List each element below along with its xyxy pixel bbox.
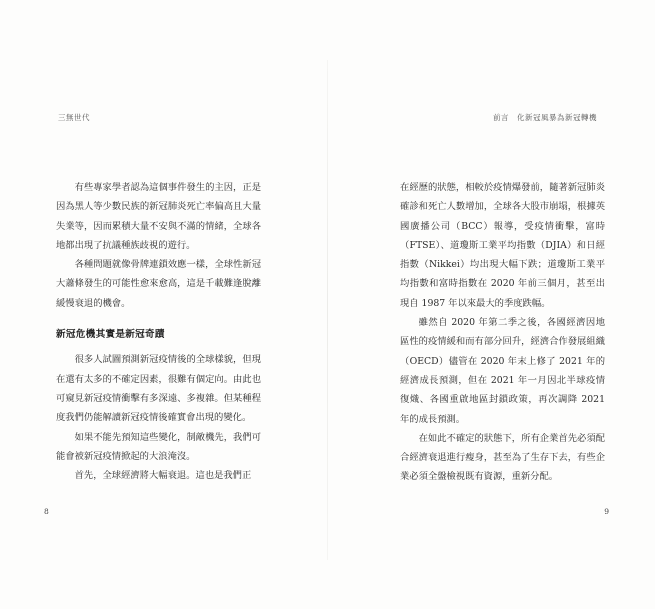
left-body-text	[56, 178, 261, 485]
section-heading: 新冠危機其實是新冠奇蹟	[56, 329, 165, 341]
right-body-text	[400, 178, 605, 487]
paragraph: 如果不能先預知這些變化，制敵機先，我們可能會被新冠疫情掀起的大浪淹沒。	[56, 431, 261, 462]
paragraph: 很多人試圖預測新冠疫情後的全球樣貌，但現在還有太多的不確定因素，很難有個定向。由此也可窺見新冠疫情衝擊有多深遠、多複雜。但某種程度我們仍能解讀新冠疫情後確實會出現的變化。	[56, 354, 261, 424]
left-running-head: 三無世代	[58, 113, 90, 122]
left-page-number: 8	[44, 507, 49, 516]
paragraph: 在經歷的狀態，相較於疫情爆發前，隨著新冠肺炎確診和死亡人數增加，全球各大股市崩塌，根據英國廣播公司（BCC）報導，受疫情衝擊，富時（FTSE）、道瓊斯工業平均指數（DJIA）和日經指數（Nikkei）均出現大幅下跌；道瓊斯工業平均指數和富時指數在 2020 年前三個月，甚至出現自 1987 年以來最大的季度跌幅。	[400, 182, 605, 309]
left-page	[0, 0, 327, 609]
paragraph: 在如此不確定的狀態下，所有企業首先必須配合經濟衰退進行瘦身，甚至為了生存下去，有些企業必須全盤檢視既有資源，重新分配。	[400, 432, 605, 483]
right-page	[328, 0, 655, 609]
paragraph: 雖然自 2020 年第二季之後，各國經濟因地區性的疫情緩和而有部分回升，經濟合作發展組織（OECD）儘管在 2020 年末上修了 2021 年的經濟成長預測，但在 2021 年一月因北半球疫情復熾、各國重啟地區封鎖政策，再次調降 2021 年的成長預測。	[400, 317, 605, 425]
right-running-head: 前言 化新冠風暴為新冠轉機	[493, 113, 597, 122]
paragraph: 有些專家學者認為這個事件發生的主因，正是因為黑人等少數民族的新冠肺炎死亡率偏高且大量失業等，因而累積大量不安與不滿的情緒，全球各地都出現了抗議種族歧視的遊行。	[56, 182, 261, 251]
paragraph: 各種問題就像骨牌連鎖效應一樣，全球性新冠大蕭條發生的可能性愈來愈高，這是千載難逢脫離緩慢衰退的機會。	[56, 259, 261, 309]
right-page-number: 9	[604, 507, 609, 516]
paragraph: 首先，全球經濟將大幅衰退。這也是我們正	[74, 470, 252, 482]
